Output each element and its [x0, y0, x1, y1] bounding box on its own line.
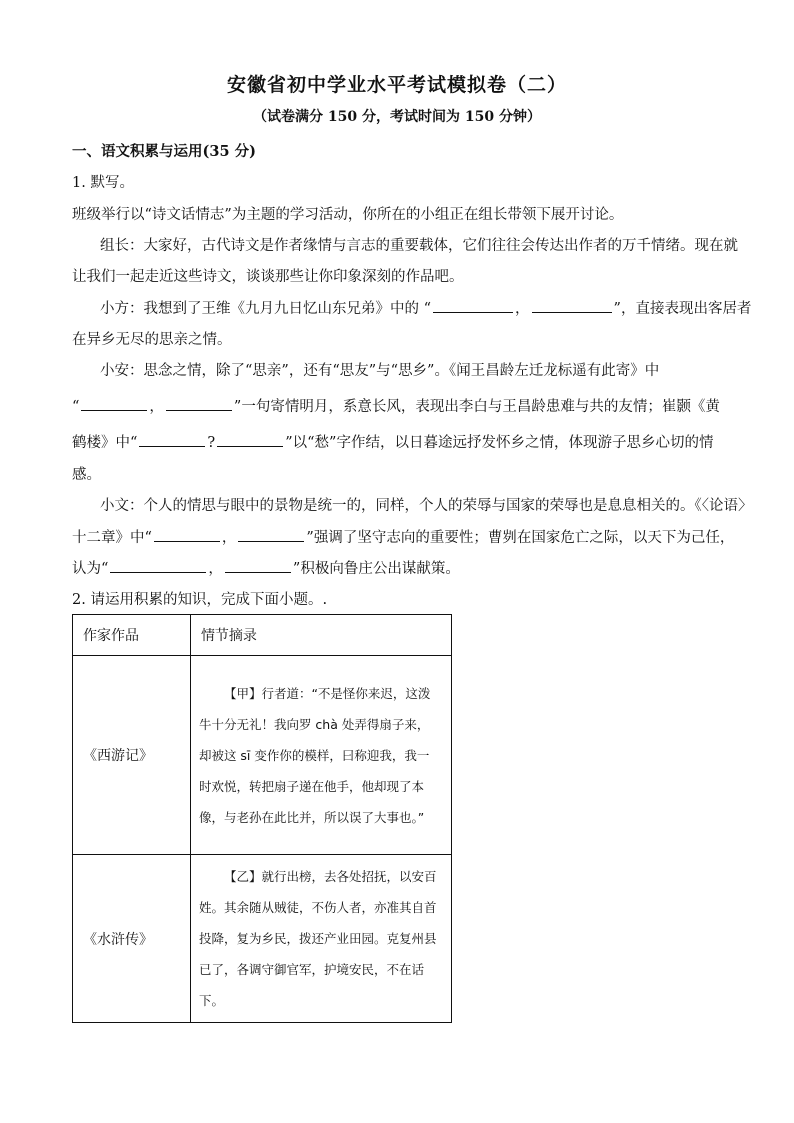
wen-line-1: 小文：个人的情思与眼中的景物是统一的，同样，个人的荣辱与国家的荣辱也是息息相关的。《〈论语〉	[100, 498, 753, 514]
excerpt-cell	[190, 855, 451, 1023]
work-title: 《西游记》	[73, 656, 191, 855]
fang-text-a: 小方：我想到了王维《九月九日忆山东兄弟》中的 “	[100, 301, 432, 317]
wen-text-b: ，	[221, 530, 237, 546]
answer-blank[interactable]	[238, 527, 304, 542]
leader-line-1: 组长：大家好，古代诗文是作者缘情与言志的重要载体，它们往往会传达出作者的万千情绪。现在就	[100, 238, 738, 254]
wen-text-e: ，	[208, 561, 223, 577]
fang-text-b: ，	[515, 301, 530, 317]
answer-blank[interactable]	[139, 432, 205, 447]
section-heading: 一、语文积累与运用(35 分)	[72, 143, 256, 160]
answer-blank[interactable]	[81, 396, 147, 411]
an-text-a: “	[72, 399, 80, 415]
an-text-d: 鹤楼》中“	[72, 435, 138, 451]
an-text-b: ，	[149, 399, 164, 415]
question-1-number: 1. 默写。	[72, 175, 134, 191]
question-1-intro: 班级举行以“诗文话情志”为主题的学习活动，你所在的小组正在组长带领下展开讨论。	[72, 207, 624, 223]
an-text-f: ”以“愁”字作结，以日暮途远抒发怀乡之情，体现游子思乡心切的情	[285, 435, 714, 451]
table-row	[73, 656, 452, 855]
wen-line-2	[72, 526, 734, 547]
leader-line-2: 让我们一起走近这些诗文，谈谈那些让你印象深刻的作品吧。	[72, 269, 464, 285]
an-line-2	[72, 395, 720, 416]
answer-blank[interactable]	[154, 527, 220, 542]
wen-line-3	[72, 557, 460, 578]
excerpt-text: 【甲】行者道：“不是怪你来迟，这泼牛十分无礼！我向罗 chà 处弄得扇子来，却被这 sī 变作你的模样，曰称迎我，我一时欢悦，转把扇子递在他手，他却现了本像，与老孙在此比并，所以误了大事也。”	[198, 685, 431, 825]
question-2-prompt: 2. 请运用积累的知识，完成下面小题。.	[72, 592, 328, 608]
fang-text-c: ”，直接表现出客居者	[613, 301, 752, 317]
wen-text-d: 认为“	[72, 561, 109, 577]
work-title: 《水浒传》	[73, 855, 191, 1023]
wen-text-a: 十二章》中“	[72, 530, 152, 546]
answer-blank[interactable]	[110, 558, 206, 573]
answer-blank[interactable]	[166, 396, 232, 411]
answer-blank[interactable]	[225, 558, 291, 573]
table-row	[73, 855, 452, 1023]
an-line-4: 感。	[72, 467, 101, 483]
works-table	[72, 614, 452, 1023]
exam-title: 安徽省初中学业水平考试模拟卷（二）	[226, 74, 567, 96]
answer-blank[interactable]	[433, 298, 513, 313]
wen-text-f: ”积极向鲁庄公出谋献策。	[292, 561, 460, 577]
excerpt-cell	[190, 656, 451, 855]
wen-text-c: ”强调了坚守志向的重要性；曹刿在国家危亡之际，以天下为己任，	[306, 530, 735, 546]
fang-line-1	[100, 297, 751, 318]
an-text-e: ?	[207, 435, 216, 451]
table-header-work: 作家作品	[73, 615, 191, 656]
table-header-row	[73, 615, 452, 656]
answer-blank[interactable]	[532, 298, 612, 313]
an-line-3	[72, 431, 713, 452]
an-line-1: 小安：思念之情，除了“思亲”，还有“思友”与“思乡”。《闻王昌龄左迁龙标遥有此寄》中	[100, 363, 660, 379]
excerpt-text: 【乙】就行出榜，去各处招抚，以安百姓。其余随从贼徒，不伤人者，亦准其自首投降，复为乡民，拨还产业田园。克复州县已了，各调守御官军，护境安民，不在话下。	[198, 869, 437, 1008]
answer-blank[interactable]	[217, 432, 283, 447]
fang-line-2: 在异乡无尽的思亲之情。	[72, 332, 232, 348]
an-text-c: ”一句寄情明月，系意长风，表现出李白与王昌龄患难与共的友情；崔颢《黄	[233, 399, 720, 415]
table-header-excerpt: 情节摘录	[190, 615, 451, 656]
exam-subtitle: （试卷满分 150 分，考试时间为 150 分钟）	[253, 109, 541, 125]
